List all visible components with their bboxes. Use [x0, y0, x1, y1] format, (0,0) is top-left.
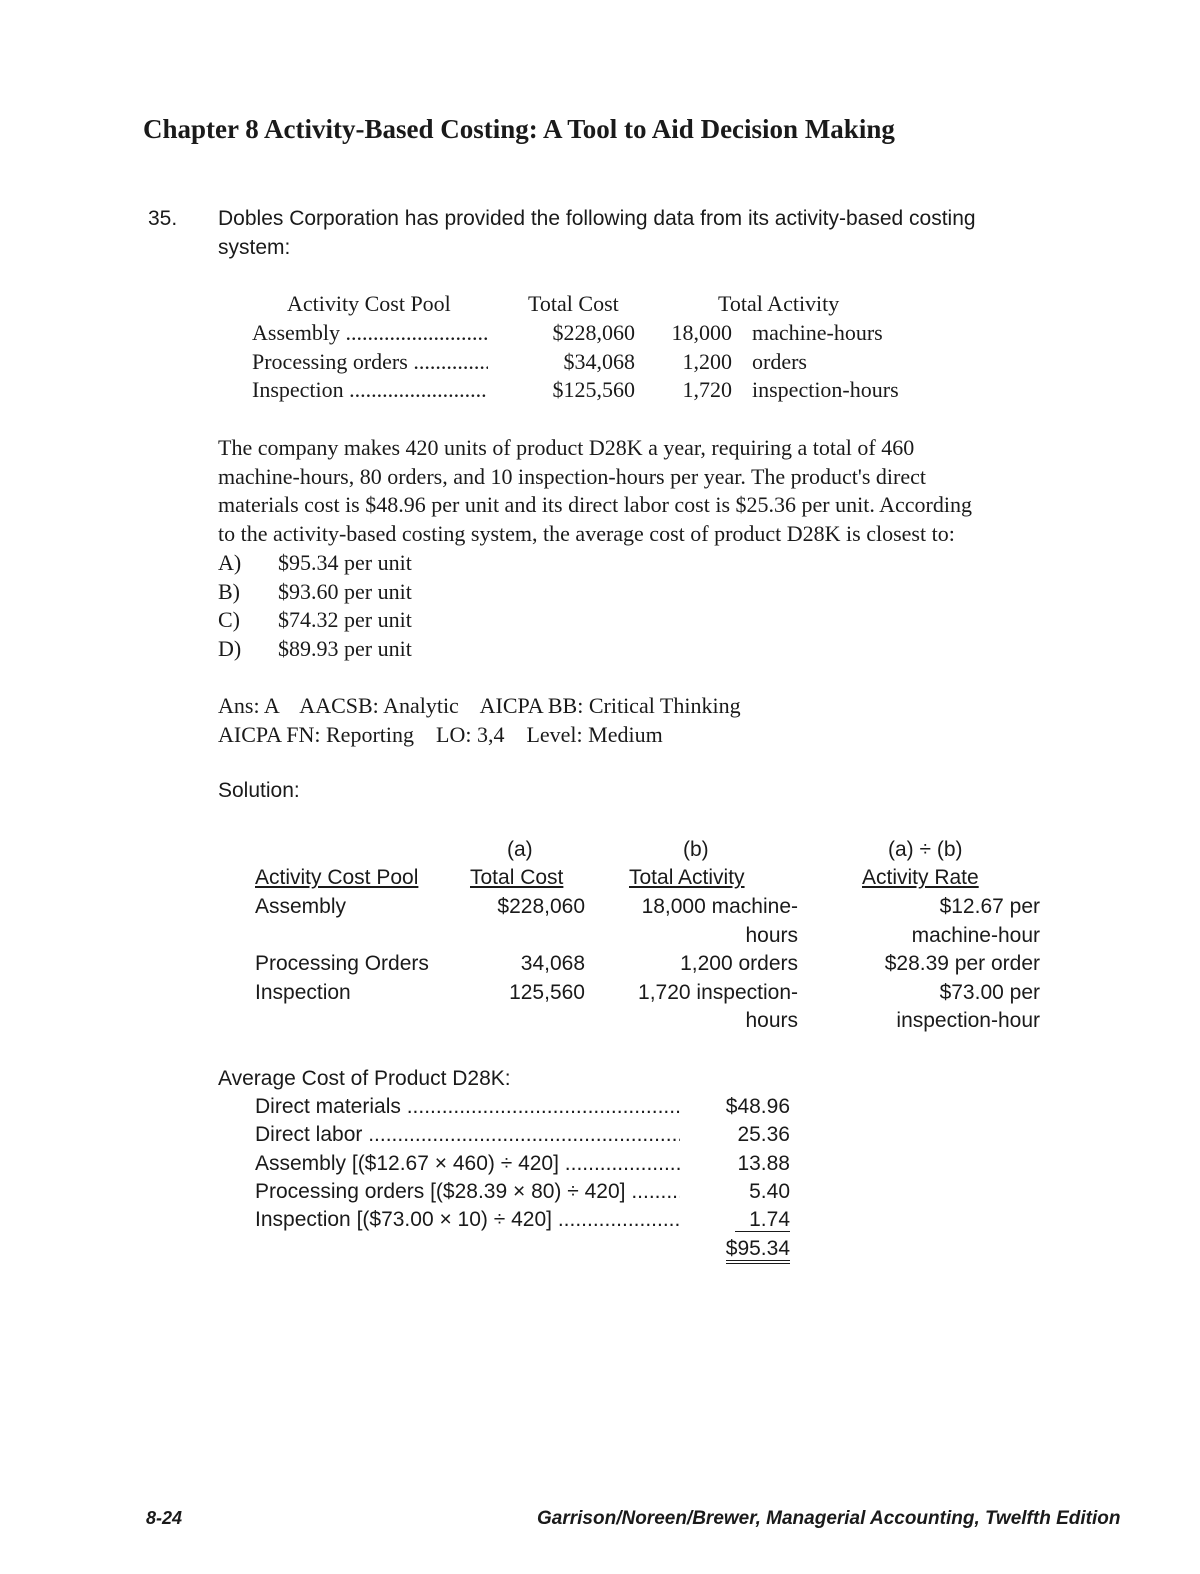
solution-row-rate: $28.39 per order: [884, 952, 1040, 975]
table-row-unit: inspection-hours: [752, 377, 899, 402]
question-body-line: to the activity-based costing system, the average cost of product D28K is closest to:: [218, 521, 955, 546]
column-marker-b: (b): [683, 838, 709, 861]
answer-meta-line2: AICPA FN: Reporting LO: 3,4 Level: Medium: [218, 722, 663, 747]
question-body-line: The company makes 420 units of product D28K a year, requiring a total of 460: [218, 435, 915, 460]
average-cost-line-label: Assembly [($12.67 × 460) ÷ 420] .....: [255, 1152, 680, 1176]
table-row-pool: Processing orders .....: [252, 349, 488, 375]
average-cost-line-label: Direct materials .....: [255, 1095, 680, 1119]
solution-row-activity: 1,720 inspection-: [638, 981, 798, 1004]
choice-letter: D): [218, 636, 242, 661]
average-cost-line-label: Processing orders [($28.39 × 80) ÷ 420] .....: [255, 1180, 680, 1204]
solution-header-cost: Total Cost: [470, 866, 564, 889]
table-row-pool: Inspection .....: [252, 377, 488, 403]
average-cost-total-value: $95.34: [726, 1237, 790, 1264]
solution-label: Solution:: [218, 779, 300, 802]
question-intro-line2: system:: [218, 236, 291, 259]
question-body-line: machine-hours, 80 orders, and 10 inspection-hours per year. The product's direct: [218, 464, 926, 489]
average-cost-line-label: Inspection [($73.00 × 10) ÷ 420] .....: [255, 1208, 680, 1232]
column-marker-a: (a): [507, 838, 533, 861]
question-body-line: materials cost is $48.96 per unit and its direct labor cost is $25.36 per unit. According: [218, 492, 972, 517]
average-cost-total: [700, 1237, 790, 1261]
solution-row-pool: Inspection: [255, 981, 351, 1004]
average-cost-line-value: $48.96: [725, 1095, 790, 1118]
solution-row-activity-cont: hours: [745, 924, 798, 947]
choice-letter: B): [218, 579, 240, 604]
footer-source: Garrison/Noreen/Brewer, Managerial Accounting, Twelfth Edition: [537, 1508, 1121, 1529]
choice-text: $93.60 per unit: [278, 579, 412, 604]
table-row-unit: orders: [752, 349, 807, 374]
solution-row-activity-cont: hours: [745, 1009, 798, 1032]
table-row-pool: Assembly .....: [252, 320, 488, 346]
solution-row-rate: $12.67 per: [939, 895, 1040, 918]
table-row-cost: $228,060: [552, 320, 635, 345]
solution-header-pool: Activity Cost Pool: [255, 866, 419, 889]
solution-row-activity: 1,200 orders: [680, 952, 798, 975]
average-cost-line-value: 13.88: [737, 1152, 790, 1175]
solution-row-cost: $228,060: [497, 895, 585, 918]
chapter-title: Chapter 8 Activity-Based Costing: A Tool to Aid Decision Making: [143, 114, 895, 144]
solution-row-activity: 18,000 machine-: [641, 895, 798, 918]
column-marker-a-div-b: (a) ÷ (b): [888, 838, 963, 861]
choice-text: $95.34 per unit: [278, 550, 412, 575]
solution-row-cost: 34,068: [520, 952, 585, 975]
choice-letter: A): [218, 550, 242, 575]
solution-row-rate-cont: machine-hour: [911, 924, 1040, 947]
average-cost-line-value: 25.36: [737, 1123, 790, 1146]
table-row-unit: machine-hours: [752, 320, 883, 345]
solution-row-cost: 125,560: [509, 981, 585, 1004]
page-number: 8-24: [146, 1508, 183, 1528]
solution-header-rate: Activity Rate: [862, 866, 979, 889]
average-cost-line-value: [700, 1208, 790, 1232]
average-cost-line-value: 5.40: [749, 1180, 790, 1203]
solution-row-pool: Processing Orders: [255, 952, 429, 975]
solution-row-rate: $73.00 per: [939, 981, 1040, 1004]
table-header-cost: Total Cost: [528, 291, 619, 316]
average-cost-title: Average Cost of Product D28K:: [218, 1067, 511, 1090]
table-row-cost: $34,068: [563, 349, 635, 374]
question-intro-line1: Dobles Corporation has provided the following data from its activity-based costing: [218, 207, 976, 230]
table-row-qty: 1,200: [682, 349, 732, 374]
choice-text: $74.32 per unit: [278, 607, 412, 632]
solution-row-pool: Assembly: [255, 895, 347, 918]
solution-row-rate-cont: inspection-hour: [896, 1009, 1040, 1032]
table-header-pool: Activity Cost Pool: [287, 291, 451, 316]
choice-text: $89.93 per unit: [278, 636, 412, 661]
question-number: 35.: [148, 207, 178, 230]
answer-meta-line1: Ans: A AACSB: Analytic AICPA BB: Critical Thinking: [218, 693, 741, 718]
table-row-cost: $125,560: [552, 377, 635, 402]
table-row-qty: 1,720: [682, 377, 732, 402]
table-row-qty: 18,000: [671, 320, 732, 345]
average-cost-last-value: 1.74: [735, 1208, 790, 1232]
solution-header-activity: Total Activity: [629, 866, 745, 889]
choice-letter: C): [218, 607, 240, 632]
table-header-activity: Total Activity: [718, 291, 840, 316]
average-cost-line-label: Direct labor .....: [255, 1123, 680, 1147]
